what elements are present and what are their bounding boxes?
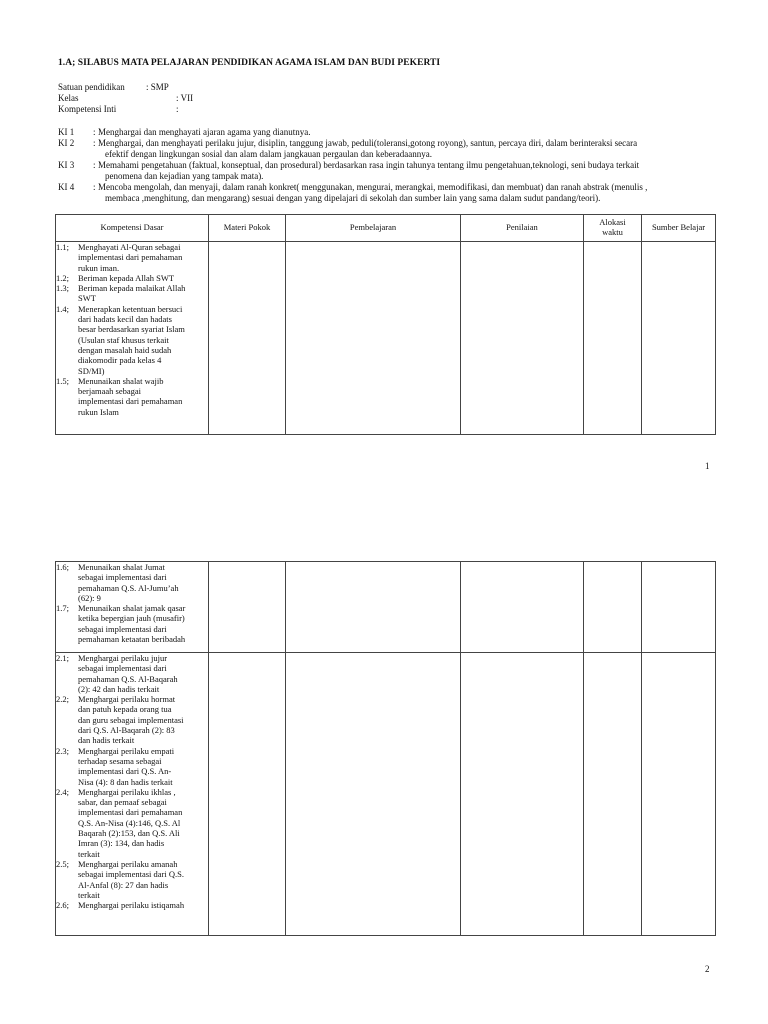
- sumber-cell: [642, 562, 716, 653]
- table-header-row: [56, 215, 716, 242]
- kd-text-line: terkait: [78, 889, 100, 900]
- ki-2: [58, 138, 718, 160]
- syllabus-table-page1: [55, 214, 716, 435]
- kd-text-line: sabar, dan pemaaf sebagai: [78, 797, 167, 808]
- kd-text-line: Menghargai perilaku jujur: [78, 653, 168, 663]
- kd-text-line: implementasi dari pemahaman: [78, 252, 183, 263]
- ki-text-line: Menghargai, dan menghayati perilaku jujur, disiplin, tanggung jawab, peduli(toleransi,gotong royong), santun, percaya diri, dalam berinteraksi secara: [98, 138, 638, 148]
- kd-number: 1.7;: [56, 603, 69, 614]
- syllabus-table-page2: [55, 561, 716, 936]
- kd-text-line: dan patuh kepada orang tua: [78, 704, 172, 715]
- kd-item: [56, 653, 208, 694]
- sumber-cell: [642, 242, 716, 435]
- kd-number: 2.3;: [56, 745, 69, 756]
- kd-number: 2.4;: [56, 786, 69, 797]
- kd-text-line: Menghargai perilaku amanah: [78, 858, 178, 869]
- kd-item: [56, 242, 208, 273]
- header-penilaian: Penilaian: [461, 215, 584, 242]
- kd-text-line: dan hadis terkait: [78, 735, 135, 746]
- kd-text-line: berjamaah sebagai: [78, 386, 142, 397]
- table-row: [56, 562, 716, 653]
- kd-text-line: SD/MI): [78, 365, 105, 376]
- kd-number: 1.5;: [56, 375, 69, 386]
- kd-number: 2.6;: [56, 900, 69, 911]
- kd-text-line: Baqarah (2):153, dan Q.S. Ali: [78, 828, 180, 839]
- materi-cell: [209, 242, 286, 435]
- ki-text-line: Mencoba mengolah, dan menyaji, dalam ranah konkret( menggunakan, mengurai, merangkai, memodifikasi, dan membuat) dan ranah abstrak (menulis ,: [98, 182, 648, 192]
- penilaian-cell: [461, 562, 584, 653]
- header-alokasi-waktu: [584, 215, 642, 242]
- kd-text-line: besar berdasarkan syariat Islam: [78, 324, 185, 335]
- kd-text-line: rukun Islam: [78, 406, 119, 417]
- header-alokasi-line: waktu: [602, 227, 623, 237]
- materi-cell: [209, 562, 286, 653]
- kd-text-line: rukun iman.: [78, 262, 120, 273]
- ki-1: [58, 127, 718, 138]
- kd-text-line: Al-Anfal (8): 27 dan hadis: [78, 879, 169, 890]
- meta-label-kelas: Kelas: [58, 93, 79, 103]
- kd-item: [56, 694, 208, 745]
- kd-text-line: sebagai implementasi dari: [78, 623, 167, 634]
- kd-text-line: dan guru sebagai implementasi: [78, 714, 184, 725]
- kd-number: 2.1;: [56, 653, 69, 663]
- ki-colon: :: [93, 127, 96, 137]
- meta-label-ki: Kompetensi Inti: [58, 104, 117, 114]
- kd-text-line: Beriman kepada malaikat Allah: [78, 283, 186, 294]
- ki-text-line: Memahami pengetahuan (faktual, konseptual, dan prosedural) berdasarkan rasa ingin tahunya tentang ilmu pengetahuan,teknologi, seni budaya terkait: [98, 160, 640, 170]
- table-row: [56, 242, 716, 435]
- kd-text-line: terkait: [78, 848, 100, 859]
- kd-number: 1.2;: [56, 272, 69, 283]
- kd-text-line: Menunaikan shalat Jumat: [78, 562, 165, 572]
- kd-text-line: dengan masalah haid sudah: [78, 344, 172, 355]
- kd-text-line: implementasi dari pemahaman: [78, 396, 183, 407]
- kd-cell: [56, 242, 209, 435]
- kd-number: 1.3;: [56, 283, 69, 294]
- ki-code: KI 4: [58, 182, 75, 192]
- kd-text-line: implementasi dari Q.S. An-: [78, 766, 172, 777]
- header-pembelajaran: Pembelajaran: [286, 215, 461, 242]
- header-materi-pokok: Materi Pokok: [209, 215, 286, 242]
- kd-text-line: (Usulan staf khusus terkait: [78, 334, 169, 345]
- page-number: 2: [705, 964, 710, 974]
- kd-number: 2.5;: [56, 858, 69, 869]
- penilaian-cell: [461, 242, 584, 435]
- ki-colon: :: [93, 138, 96, 148]
- kd-text-line: dari hadats kecil dan hadats: [78, 314, 172, 325]
- ki-text-line: Menghargai dan menghayati ajaran agama yang dianutnya.: [98, 127, 311, 137]
- ki-text-line: efektif dengan lingkungan sosial dan alam dalam jangkauan pergaulan dan keberadaannya.: [105, 148, 432, 159]
- ki-code: KI 1: [58, 127, 75, 137]
- sumber-cell: [642, 653, 716, 936]
- ki-3: [58, 160, 718, 182]
- kd-text-line: Menghargai perilaku empati: [78, 745, 175, 756]
- kd-text-line: Menunaikan shalat jamak qasar: [78, 603, 186, 614]
- kd-text-line: diakomodir pada kelas 4: [78, 355, 162, 366]
- kd-text-line: terhadap sesama sebagai: [78, 755, 162, 766]
- kd-text-line: pemahaman Q.S. Al-Baqarah: [78, 673, 178, 684]
- kd-cell: [56, 562, 209, 653]
- kd-text-line: sebagai implementasi dari: [78, 663, 167, 674]
- kd-number: 1.4;: [56, 303, 69, 314]
- kd-text-line: Nisa (4): 8 dan hadis terkait: [78, 776, 173, 787]
- kd-item: [56, 283, 208, 304]
- kd-text-line: Menghargai perilaku hormat: [78, 694, 176, 705]
- ki-text-line: membaca ,menghitung, dan mengarang) sesuai dengan yang dipelajari di sekolah dan sumber lain yang sama dalam sudut pandang/teori).: [105, 192, 601, 203]
- kd-text-line: SWT: [78, 293, 96, 304]
- header-sumber-belajar: Sumber Belajar: [642, 215, 716, 242]
- kd-cell: [56, 653, 209, 936]
- kd-number: 1.1;: [56, 242, 69, 252]
- penilaian-cell: [461, 653, 584, 936]
- kd-text-line: dari Q.S. Al-Baqarah (2): 83: [78, 725, 175, 736]
- kd-item: [56, 304, 208, 376]
- meta-value-ki: :: [176, 104, 179, 114]
- page-number: 1: [705, 461, 710, 471]
- ki-4: [58, 182, 718, 204]
- ki-code: KI 2: [58, 138, 75, 148]
- header-kompetensi-dasar: Kompetensi Dasar: [56, 215, 209, 242]
- header-alokasi-line: Alokasi: [599, 217, 626, 228]
- kd-text-line: (62): 9: [78, 592, 101, 603]
- kd-text-line: Menghayati Al-Quran sebagai: [78, 242, 181, 252]
- meta-value-satuan: : SMP: [146, 82, 169, 92]
- document-title: 1.A; SILABUS MATA PELAJARAN PENDIDIKAN AGAMA ISLAM DAN BUDI PEKERTI: [58, 58, 441, 68]
- kd-text-line: (2): 42 dan hadis terkait: [78, 683, 160, 694]
- table-row: [56, 653, 716, 936]
- kd-item: [56, 746, 208, 787]
- ki-colon: :: [93, 160, 96, 170]
- materi-cell: [209, 653, 286, 936]
- kd-text-line: Q.S. An-Nisa (4):146, Q.S. Al: [78, 817, 181, 828]
- pembelajaran-cell: [286, 562, 461, 653]
- kd-text-line: sebagai implementasi dari Q.S.: [78, 869, 184, 880]
- ki-colon: :: [93, 182, 96, 192]
- kd-number: 2.2;: [56, 694, 69, 705]
- kd-item: [56, 376, 208, 417]
- alokasi-cell: [584, 242, 642, 435]
- kd-item: [56, 603, 208, 644]
- meta-value-kelas: : VII: [176, 93, 194, 103]
- kd-text-line: Menerapkan ketentuan bersuci: [78, 303, 183, 314]
- pembelajaran-cell: [286, 653, 461, 936]
- kd-text-line: sebagai implementasi dari: [78, 572, 167, 583]
- kd-text-line: pemahaman Q.S. Al-Jumu’ah: [78, 582, 179, 593]
- ki-text-line: penomena dan kejadian yang tampak mata).: [105, 170, 264, 181]
- kd-number: 1.6;: [56, 562, 69, 572]
- kd-item: [56, 787, 208, 859]
- kd-text-line: Menghargai perilaku istiqamah: [78, 900, 185, 911]
- kd-text-line: Menunaikan shalat wajib: [78, 375, 164, 386]
- kd-text-line: Beriman kepada Allah SWT: [78, 272, 175, 283]
- kd-item: [56, 562, 208, 603]
- alokasi-cell: [584, 653, 642, 936]
- kd-item: [56, 273, 208, 283]
- kd-item: [56, 900, 208, 910]
- kd-item: [56, 859, 208, 900]
- kd-text-line: implementasi dari pemahaman: [78, 807, 183, 818]
- meta-label-satuan: Satuan pendidikan: [58, 82, 125, 92]
- alokasi-cell: [584, 562, 642, 653]
- kd-text-line: ketika bepergian jauh (musafir): [78, 613, 185, 624]
- pembelajaran-cell: [286, 242, 461, 435]
- ki-code: KI 3: [58, 160, 75, 170]
- kd-text-line: pemahaman ketaatan beribadah: [78, 634, 186, 645]
- kd-text-line: Imran (3): 134, dan hadis: [78, 838, 165, 849]
- kd-text-line: Menghargai perilaku ikhlas ,: [78, 786, 176, 797]
- meta-block: [58, 82, 258, 118]
